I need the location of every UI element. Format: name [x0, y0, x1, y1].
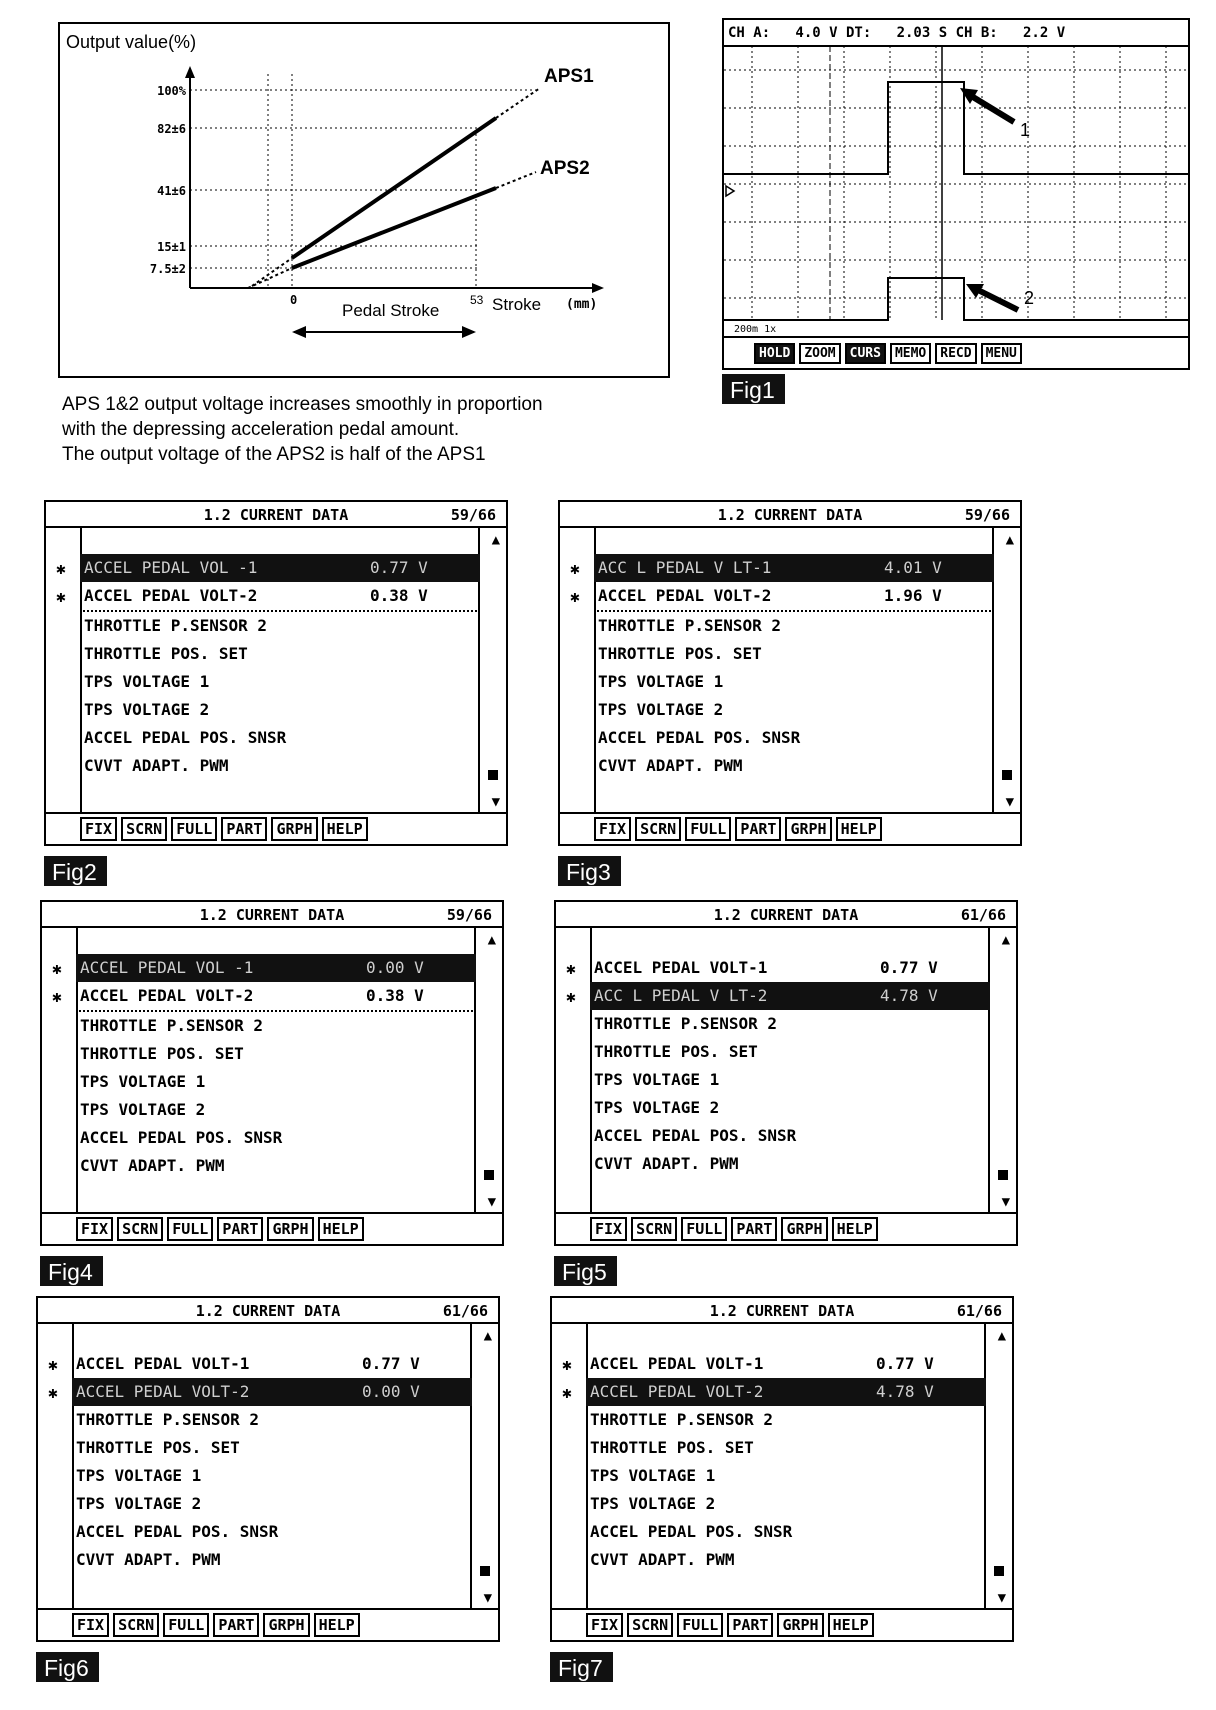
- aps2-line-tail: [496, 172, 536, 188]
- waveform-channel-2: [724, 278, 1188, 320]
- data-row[interactable]: TPS VOLTAGE 1: [598, 672, 724, 691]
- data-row[interactable]: CVVT ADAPT. PWM: [590, 1550, 735, 1569]
- memo-button[interactable]: MEMO: [890, 343, 931, 364]
- scope-waveform-svg: [724, 20, 1188, 340]
- current-data-screen-fig4: [40, 900, 504, 1246]
- aps1-line: [292, 118, 496, 258]
- scrn-button[interactable]: SCRN: [627, 1613, 673, 1637]
- data-row[interactable]: TPS VOLTAGE 2: [590, 1494, 716, 1513]
- data-row-accel-pedal-volt-2[interactable]: ACCEL PEDAL VOLT-2 1.96 V: [594, 582, 994, 612]
- fig1-label: Fig1: [722, 374, 785, 404]
- data-row[interactable]: TPS VOLTAGE 2: [598, 700, 724, 719]
- scroll-up-icon[interactable]: ▲: [1001, 932, 1010, 948]
- fix-button[interactable]: FIX: [590, 1217, 627, 1241]
- x-axis-arrow: [592, 283, 604, 293]
- data-row[interactable]: THROTTLE P.SENSOR 2: [84, 616, 268, 635]
- screen-title: 1.2 CURRENT DATA: [713, 906, 859, 924]
- zoom-button[interactable]: ZOOM: [799, 343, 840, 364]
- grph-button[interactable]: GRPH: [267, 1217, 313, 1241]
- grph-button[interactable]: GRPH: [785, 817, 831, 841]
- scroll-up-icon[interactable]: ▲: [1005, 532, 1014, 548]
- full-button[interactable]: FULL: [163, 1613, 209, 1637]
- menu-button[interactable]: MENU: [981, 343, 1022, 364]
- scope-channel-readout: CH A: 4.0 V DT: 2.03 S CH B: 2.2 V: [728, 25, 1066, 41]
- data-row[interactable]: TPS VOLTAGE 2: [594, 1098, 720, 1117]
- cursor-button[interactable]: CURS: [845, 343, 886, 364]
- softkey-bar: [38, 1608, 498, 1640]
- scroll-thumb[interactable]: [484, 1170, 494, 1180]
- data-row-accel-pedal-volt-1[interactable]: ACCEL PEDAL VOL -1 0.77 V: [80, 554, 480, 582]
- scroll-down-icon[interactable]: ▼: [1005, 794, 1014, 810]
- scope-button-bar: [724, 336, 1188, 368]
- data-row[interactable]: CVVT ADAPT. PWM: [80, 1156, 225, 1175]
- current-data-screen-fig3: [558, 500, 1022, 846]
- scope-timebase: 200m 1x: [734, 324, 777, 335]
- ytick-15: 15±1: [157, 240, 186, 254]
- current-data-screen-fig2: [44, 500, 508, 846]
- softkey-bar: [556, 1212, 1016, 1244]
- waveform-channel-1: [724, 82, 1188, 174]
- part-button[interactable]: PART: [221, 817, 267, 841]
- fix-button[interactable]: FIX: [72, 1613, 109, 1637]
- part-button[interactable]: PART: [727, 1613, 773, 1637]
- aps1-line-tail: [496, 88, 540, 118]
- data-row-accel-pedal-volt-2[interactable]: ACCEL PEDAL VOLT-2 0.38 V: [80, 582, 480, 612]
- screen-title: 1.2 CURRENT DATA: [199, 906, 345, 924]
- page-counter: 59/66: [450, 506, 496, 524]
- scroll-down-icon[interactable]: ▼: [483, 1590, 492, 1606]
- data-row[interactable]: THROTTLE POS. SET: [84, 644, 248, 663]
- grph-button[interactable]: GRPH: [781, 1217, 827, 1241]
- softkey-bar: [560, 812, 1020, 844]
- aps-graph-svg: [60, 24, 668, 376]
- data-row[interactable]: TPS VOLTAGE 1: [76, 1466, 202, 1485]
- full-button[interactable]: FULL: [677, 1613, 723, 1637]
- y-axis-arrow: [185, 66, 195, 78]
- aps-output-graph: [58, 22, 670, 378]
- scrn-button[interactable]: SCRN: [631, 1217, 677, 1241]
- xtick-0: 0: [290, 293, 298, 307]
- full-button[interactable]: FULL: [171, 817, 217, 841]
- full-button[interactable]: FULL: [685, 817, 731, 841]
- data-row[interactable]: CVVT ADAPT. PWM: [594, 1154, 739, 1173]
- softkey-bar: [552, 1608, 1012, 1640]
- screen-title: 1.2 CURRENT DATA: [717, 506, 863, 524]
- data-row[interactable]: TPS VOLTAGE 1: [80, 1072, 206, 1091]
- scroll-thumb[interactable]: [480, 1566, 490, 1576]
- scroll-thumb[interactable]: [1002, 770, 1012, 780]
- graph-gridlines: [190, 74, 540, 288]
- caption-line-2: with the depressing acceleration pedal amount.: [62, 419, 460, 440]
- graph-caption: [62, 392, 702, 467]
- scroll-up-icon[interactable]: ▲: [491, 532, 500, 548]
- pointer-arrow-2: [974, 288, 1018, 310]
- data-row[interactable]: TPS VOLTAGE 1: [590, 1466, 716, 1485]
- data-row[interactable]: THROTTLE P.SENSOR 2: [80, 1016, 264, 1035]
- fixed-mark-icon: ✱: [56, 559, 66, 578]
- caption-line-1: APS 1&2 output voltage increases smoothly in proportion: [62, 394, 543, 415]
- scrn-button[interactable]: SCRN: [635, 817, 681, 841]
- scrn-button[interactable]: SCRN: [117, 1217, 163, 1241]
- data-row-accel-pedal-volt-1[interactable]: ACCEL PEDAL VOLT-1 0.77 V: [594, 958, 938, 977]
- softkey-bar: [42, 1212, 502, 1244]
- full-button[interactable]: FULL: [167, 1217, 213, 1241]
- ytick-7-5: 7.5±2: [149, 262, 186, 276]
- data-row[interactable]: ACCEL PEDAL POS. SNSR: [80, 1128, 283, 1147]
- part-button[interactable]: PART: [213, 1613, 259, 1637]
- data-row[interactable]: ACCEL PEDAL POS. SNSR: [84, 728, 287, 747]
- scrn-button[interactable]: SCRN: [121, 817, 167, 841]
- fix-button[interactable]: FIX: [76, 1217, 113, 1241]
- current-data-screen-fig7: [550, 1296, 1014, 1642]
- ytick-82: 82±6: [157, 122, 186, 136]
- fixed-mark-icon: ✱: [52, 959, 62, 978]
- fix-button[interactable]: FIX: [594, 817, 631, 841]
- aps2-label: APS2: [540, 158, 590, 179]
- fixed-mark-icon: ✱: [566, 987, 576, 1006]
- scroll-up-icon[interactable]: ▲: [997, 1328, 1006, 1344]
- current-data-screen-fig5: [554, 900, 1018, 1246]
- marker-2-label: 2: [1024, 288, 1035, 308]
- fig5-label: Fig5: [554, 1256, 617, 1286]
- grph-button[interactable]: GRPH: [271, 817, 317, 841]
- screen-title: 1.2 CURRENT DATA: [203, 506, 349, 524]
- scroll-thumb[interactable]: [998, 1170, 1008, 1180]
- data-row[interactable]: THROTTLE P.SENSOR 2: [594, 1014, 778, 1033]
- help-button[interactable]: HELP: [314, 1613, 360, 1637]
- scroll-down-icon[interactable]: ▼: [491, 794, 500, 810]
- data-row[interactable]: THROTTLE P.SENSOR 2: [590, 1410, 774, 1429]
- grph-button[interactable]: GRPH: [263, 1613, 309, 1637]
- hold-button[interactable]: HOLD: [754, 343, 795, 364]
- data-row[interactable]: THROTTLE POS. SET: [598, 644, 762, 663]
- screen-title: 1.2 CURRENT DATA: [709, 1302, 855, 1320]
- data-row-accel-pedal-volt-1[interactable]: ACCEL PEDAL VOLT-1 0.77 V: [590, 1354, 934, 1373]
- scroll-down-icon[interactable]: ▼: [1001, 1194, 1010, 1210]
- data-row[interactable]: CVVT ADAPT. PWM: [84, 756, 229, 775]
- help-button[interactable]: HELP: [828, 1613, 874, 1637]
- fixed-mark-icon: ✱: [48, 1383, 58, 1402]
- help-button[interactable]: HELP: [322, 817, 368, 841]
- fixed-mark-icon: ✱: [570, 587, 580, 606]
- data-row[interactable]: ACCEL PEDAL POS. SNSR: [76, 1522, 279, 1541]
- aps1-label: APS1: [544, 66, 594, 87]
- fig4-label: Fig4: [40, 1256, 103, 1286]
- data-row[interactable]: THROTTLE POS. SET: [80, 1044, 244, 1063]
- fixed-mark-icon: ✱: [562, 1355, 572, 1374]
- data-row-accel-pedal-volt-2[interactable]: ACCEL PEDAL VOLT-2 0.00 V: [72, 1378, 472, 1406]
- data-row[interactable]: TPS VOLTAGE 2: [76, 1494, 202, 1513]
- aps2-line: [292, 188, 496, 268]
- scroll-thumb[interactable]: [994, 1566, 1004, 1576]
- page-counter: 59/66: [446, 906, 492, 924]
- data-row[interactable]: ACCEL PEDAL POS. SNSR: [594, 1126, 797, 1145]
- softkey-bar: [46, 812, 506, 844]
- caption-line-3: The output voltage of the APS2 is half of the APS1: [62, 444, 486, 465]
- page-counter: 61/66: [442, 1302, 488, 1320]
- fig3-label: Fig3: [558, 856, 621, 886]
- graph-x-unit: (mm): [566, 297, 598, 312]
- data-row[interactable]: CVVT ADAPT. PWM: [598, 756, 743, 775]
- data-row[interactable]: THROTTLE POS. SET: [594, 1042, 758, 1061]
- data-row[interactable]: THROTTLE P.SENSOR 2: [76, 1410, 260, 1429]
- fixed-mark-icon: ✱: [48, 1355, 58, 1374]
- aps2-line-lead: [248, 268, 292, 288]
- marker-1-label: 1: [1020, 120, 1031, 140]
- scroll-down-icon[interactable]: ▼: [997, 1590, 1006, 1606]
- data-row[interactable]: ACCEL PEDAL POS. SNSR: [598, 728, 801, 747]
- current-data-screen-fig6: [36, 1296, 500, 1642]
- scroll-thumb[interactable]: [488, 770, 498, 780]
- page-counter: 61/66: [960, 906, 1006, 924]
- graph-x-label: Stroke: [492, 295, 542, 314]
- record-button[interactable]: RECD: [935, 343, 976, 364]
- data-row-accel-pedal-volt-2[interactable]: ACC L PEDAL V LT-2 4.78 V: [590, 982, 990, 1010]
- part-button[interactable]: PART: [735, 817, 781, 841]
- data-row-accel-pedal-volt-2[interactable]: ACCEL PEDAL VOLT-2 4.78 V: [586, 1378, 986, 1406]
- fix-button[interactable]: FIX: [586, 1613, 623, 1637]
- data-row[interactable]: TPS VOLTAGE 1: [594, 1070, 720, 1089]
- fixed-mark-icon: ✱: [566, 959, 576, 978]
- fixed-mark-icon: ✱: [562, 1383, 572, 1402]
- aps1-line-lead: [252, 258, 292, 286]
- fixed-mark-icon: ✱: [52, 987, 62, 1006]
- graph-y-label: Output value(%): [66, 32, 197, 52]
- data-row[interactable]: TPS VOLTAGE 2: [80, 1100, 206, 1119]
- data-row-accel-pedal-volt-2[interactable]: ACCEL PEDAL VOLT-2 0.38 V: [76, 982, 476, 1012]
- fig7-label: Fig7: [550, 1652, 613, 1682]
- data-row[interactable]: THROTTLE P.SENSOR 2: [598, 616, 782, 635]
- scroll-up-icon[interactable]: ▲: [487, 932, 496, 948]
- data-row[interactable]: THROTTLE POS. SET: [590, 1438, 754, 1457]
- scroll-up-icon[interactable]: ▲: [483, 1328, 492, 1344]
- data-row[interactable]: TPS VOLTAGE 2: [84, 700, 210, 719]
- scroll-down-icon[interactable]: ▼: [487, 1194, 496, 1210]
- part-button[interactable]: PART: [217, 1217, 263, 1241]
- page-counter: 61/66: [956, 1302, 1002, 1320]
- help-button[interactable]: HELP: [836, 817, 882, 841]
- screen-title: 1.2 CURRENT DATA: [195, 1302, 341, 1320]
- data-row[interactable]: CVVT ADAPT. PWM: [76, 1550, 221, 1569]
- data-row-accel-pedal-volt-1[interactable]: ACC L PEDAL V LT-1 4.01 V: [594, 554, 994, 582]
- trigger-marker-icon: [726, 186, 734, 196]
- full-button[interactable]: FULL: [681, 1217, 727, 1241]
- part-button[interactable]: PART: [731, 1217, 777, 1241]
- ytick-100: 100%: [157, 84, 186, 98]
- data-row[interactable]: ACCEL PEDAL POS. SNSR: [590, 1522, 793, 1541]
- fig6-label: Fig6: [36, 1652, 99, 1682]
- oscilloscope-screen: [722, 18, 1190, 370]
- data-row-accel-pedal-volt-1[interactable]: ACCEL PEDAL VOL -1 0.00 V: [76, 954, 476, 982]
- help-button[interactable]: HELP: [318, 1217, 364, 1241]
- data-row-accel-pedal-volt-1[interactable]: ACCEL PEDAL VOLT-1 0.77 V: [76, 1354, 420, 1373]
- ytick-41: 41±6: [157, 184, 186, 198]
- help-button[interactable]: HELP: [832, 1217, 878, 1241]
- fix-button[interactable]: FIX: [80, 817, 117, 841]
- xtick-53: 53: [470, 293, 484, 307]
- fixed-mark-icon: ✱: [570, 559, 580, 578]
- fig2-label: Fig2: [44, 856, 107, 886]
- page-counter: 59/66: [964, 506, 1010, 524]
- pedal-stroke-label: Pedal Stroke: [342, 301, 440, 320]
- grph-button[interactable]: GRPH: [777, 1613, 823, 1637]
- data-row[interactable]: THROTTLE POS. SET: [76, 1438, 240, 1457]
- scrn-button[interactable]: SCRN: [113, 1613, 159, 1637]
- fixed-mark-icon: ✱: [56, 587, 66, 606]
- data-row[interactable]: TPS VOLTAGE 1: [84, 672, 210, 691]
